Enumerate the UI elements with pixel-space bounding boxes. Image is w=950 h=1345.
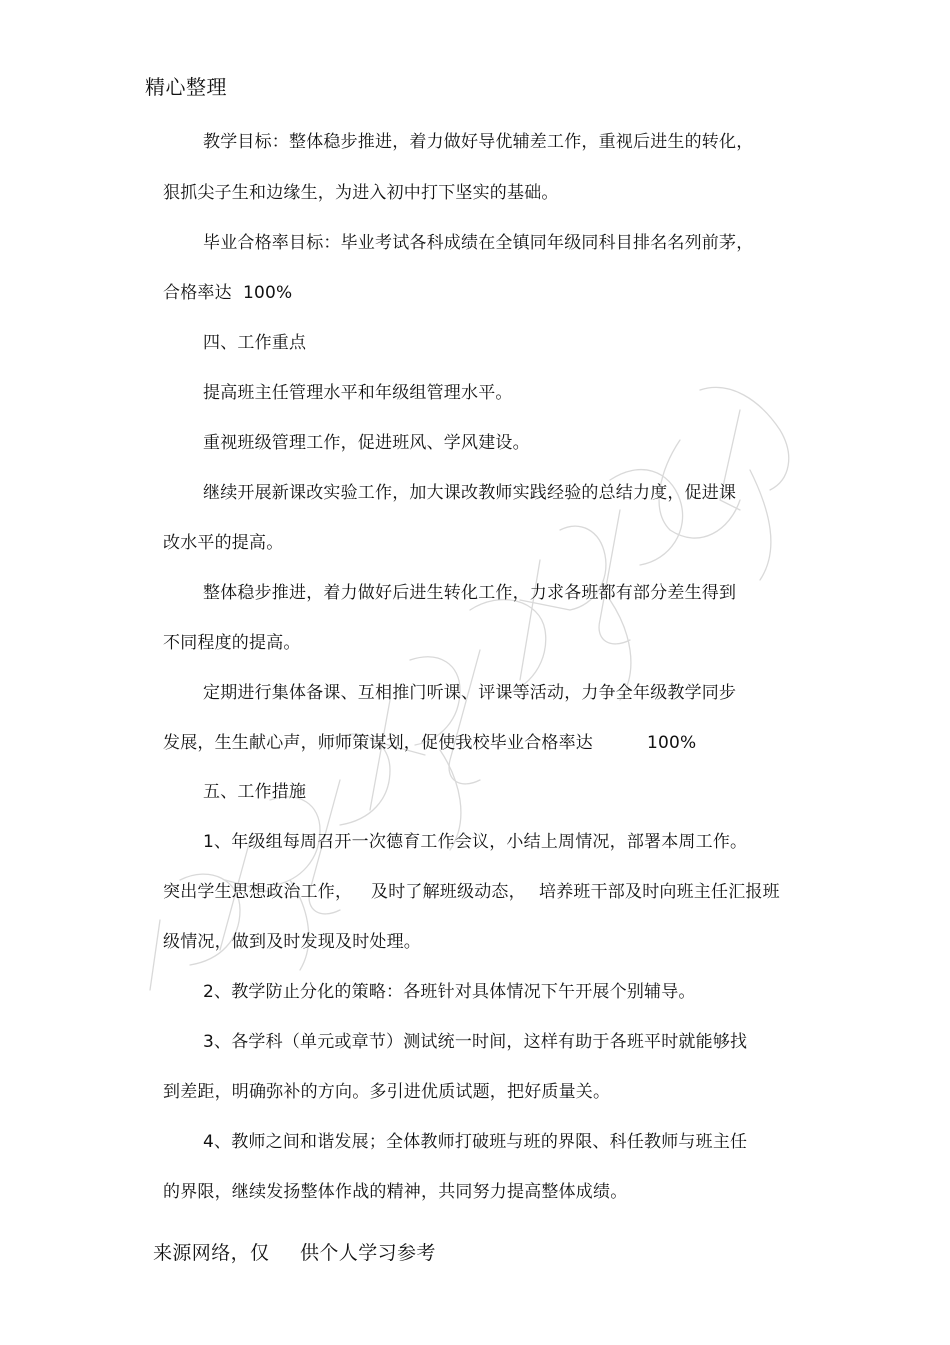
- paragraph-line: 培养班干部及时向班主任汇报班: [539, 882, 780, 902]
- paragraph-line: 重视班级管理工作，促进班风、学风建设。: [203, 433, 530, 453]
- paragraph-line: 突出学生思想政治工作，: [163, 882, 353, 902]
- paragraph-line: 继续开展新课改实验工作，加大课改教师实践经验的总结力度，促进课: [203, 483, 737, 503]
- paragraph-line: 级情况，做到及时发现及时处理。: [163, 932, 421, 952]
- footer-source-text: 来源网络，仅: [153, 1242, 270, 1264]
- paragraph-line: 的界限，继续发扬整体作战的精神，共同努力提高整体成绩。: [163, 1182, 628, 1202]
- paragraph-line-value: 100%: [647, 733, 697, 753]
- paragraph-line: 提高班主任管理水平和年级组管理水平。: [203, 383, 513, 403]
- paragraph-line: 发展，生生献心声，师师策谋划，促使我校毕业合格率达: [163, 733, 593, 753]
- section-heading: 五、工作措施: [203, 782, 307, 802]
- paragraph-line: 毕业合格率目标：毕业考试各科成绩在全镇同年级同科目排名名列前茅，: [203, 233, 754, 253]
- paragraph-line: 到差距，明确弥补的方向。多引进优质试题，把好质量关。: [163, 1082, 611, 1102]
- watermark-graphic: [140, 360, 830, 1000]
- paragraph-line: 4、教师之间和谐发展；全体教师打破班与班的界限、科任教师与班主任: [203, 1132, 748, 1152]
- paragraph-line: 3、各学科（单元或章节）测试统一时间，这样有助于各班平时就能够找: [203, 1032, 748, 1052]
- paragraph-line: 整体稳步推进，着力做好后进生转化工作，力求各班都有部分差生得到: [203, 583, 737, 603]
- paragraph-line: 狠抓尖子生和边缘生，为进入初中打下坚实的基础。: [163, 183, 559, 203]
- paragraph-line: 不同程度的提高。: [163, 633, 301, 653]
- paragraph-line: 2、教学防止分化的策略：各班针对具体情况下午开展个别辅导。: [203, 982, 696, 1002]
- paragraph-line: 定期进行集体备课、互相推门听课、评课等活动，力争全年级教学同步: [203, 683, 737, 703]
- paragraph-line: 及时了解班级动态，: [371, 882, 526, 902]
- footer-note-text: 供个人学习参考: [300, 1242, 436, 1264]
- section-heading: 四、工作重点: [203, 333, 307, 353]
- document-header: 精心整理: [145, 75, 227, 99]
- paragraph-line: 教学目标：整体稳步推进，着力做好导优辅差工作，重视后进生的转化，: [203, 132, 754, 152]
- paragraph-line: 合格率达 100%: [163, 283, 293, 303]
- paragraph-line: 改水平的提高。: [163, 533, 284, 553]
- paragraph-line: 1、年级组每周召开一次德育工作会议，小结上周情况，部署本周工作。: [203, 832, 748, 852]
